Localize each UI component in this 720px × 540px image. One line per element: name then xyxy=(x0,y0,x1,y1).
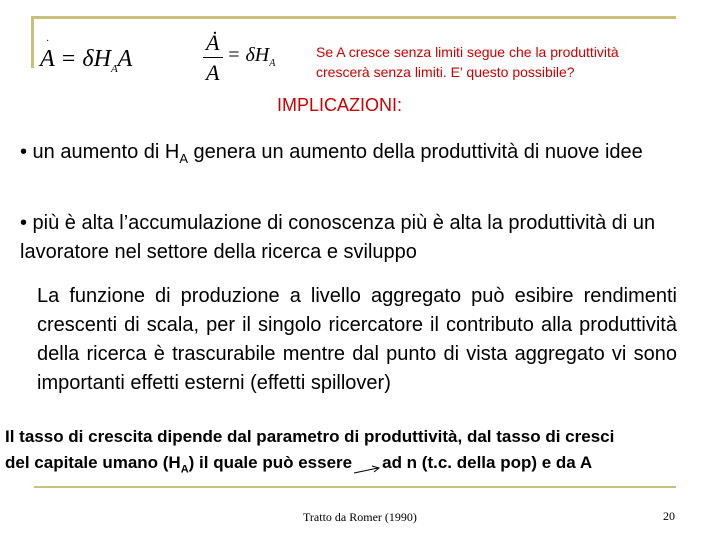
fraction-rhs: = $\delta H_A$ xyxy=(227,44,276,69)
bullet-dot: · xyxy=(46,36,50,47)
fraction-denominator: A xyxy=(206,60,220,85)
fraction-bar xyxy=(203,57,223,58)
fraction-numerator: Ȧ xyxy=(206,30,220,55)
bullet-knowledge: • più è alta l’accumulazione di conoscenza più è alta la produttività di un lavoratore nel settore della ricerca e sviluppo xyxy=(20,212,656,263)
section-heading: IMPLICAZIONI: xyxy=(277,95,403,115)
arrow-icon xyxy=(352,458,382,470)
equation-idea-production: $A = \delta H_AA$ xyxy=(40,46,133,75)
frame-left-line xyxy=(31,16,34,68)
page-number: 20 xyxy=(663,509,675,523)
frame-bottom-line xyxy=(34,486,676,488)
footer-source: Tratto da Romer (1990) xyxy=(303,510,417,524)
growth-rate-note: Il tasso di crescita dipende dal parametro di produttività, dal tasso di cresci del capitale umano $(H_A)$ il quale può essere ad n (t.c. della pop) e da A xyxy=(5,427,615,476)
bullet-human-capital: • un aumento di $H_A$ genera un aumento della produttività di nuove idee xyxy=(20,141,643,166)
question-note: Se A cresce senza limiti segue che la produttività crescerà senza limiti. E’ questo possibile? xyxy=(316,44,619,80)
frame-top-line xyxy=(31,16,676,19)
paragraph-returns: La funzione di produzione a livello aggregato può esibire rendimenti crescenti di scala, per il singolo ricercatore il contributo alla produttività della ricerca è trascurabile mentre dal punto di vista aggregato vi sono importanti effetti esterni (effetti spillover) xyxy=(37,285,677,394)
